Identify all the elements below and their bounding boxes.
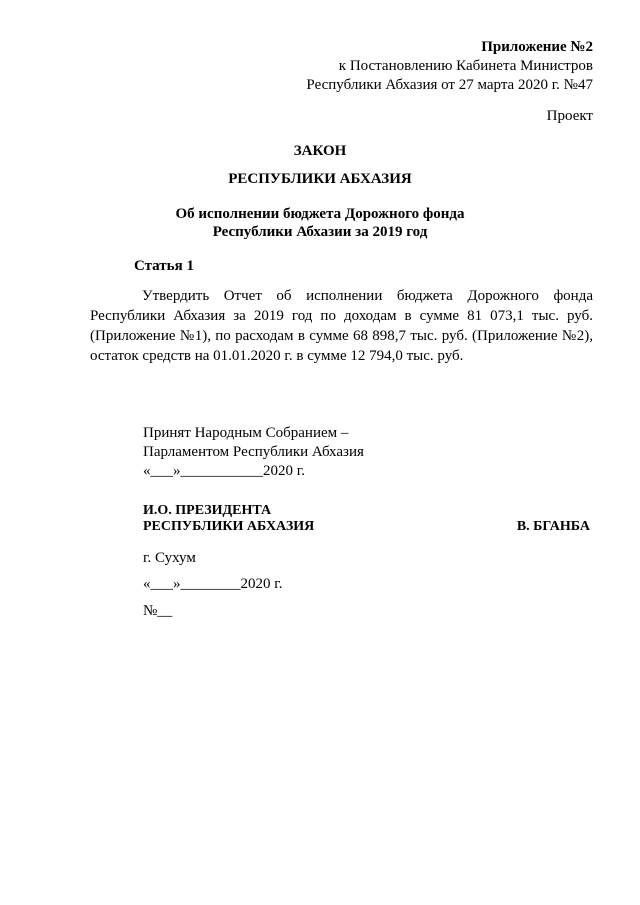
signatory-title [143,503,314,535]
signatory-title-line2: РЕСПУБЛИКИ АБХАЗИЯ [143,519,315,534]
adoption-date: «___»___________2020 г. [143,463,305,479]
appendix-header [306,38,593,95]
signatory-name: В. БГАНБА [516,519,590,534]
adoption-line2: Парламентом Республики Абхазия [143,444,364,460]
project-label: Проект [546,108,593,124]
law-title: ЗАКОН [293,143,347,159]
city-label: г. Сухум [143,550,196,566]
appendix-reference-line: к Постановлению Кабинета Министров [338,58,593,74]
appendix-decree-date: Республики Абхазия от 27 марта 2020 г. №47 [306,77,593,93]
republic-title: РЕСПУБЛИКИ АБХАЗИЯ [228,171,412,187]
appendix-number: Приложение №2 [481,39,593,55]
signing-date: «___»________2020 г. [143,576,283,592]
article-text: Утвердить Отчет об исполнении бюджета Дорожного фонда Республики Абхазия за 2019 год по доходам в сумме 81 073,1 тыс. руб. (Приложение №1), по расходам в сумме 68 898,7 тыс. руб. (Приложение №2), остаток средств на 01.01.2020 г. в сумме 12 794,0 тыс. руб. [90,288,593,364]
adoption-line1: Принят Народным Собранием – [143,425,349,441]
law-subject-line1: Об исполнении бюджета Дорожного фонда [175,206,465,222]
law-number: №__ [143,603,173,619]
article-heading: Статья 1 [134,258,194,274]
adoption-block [143,424,364,481]
law-subject-line2: Республики Абхазии за 2019 год [212,224,428,240]
law-subject [0,205,640,241]
signatory-title-line1: И.О. ПРЕЗИДЕНТА [143,503,272,518]
